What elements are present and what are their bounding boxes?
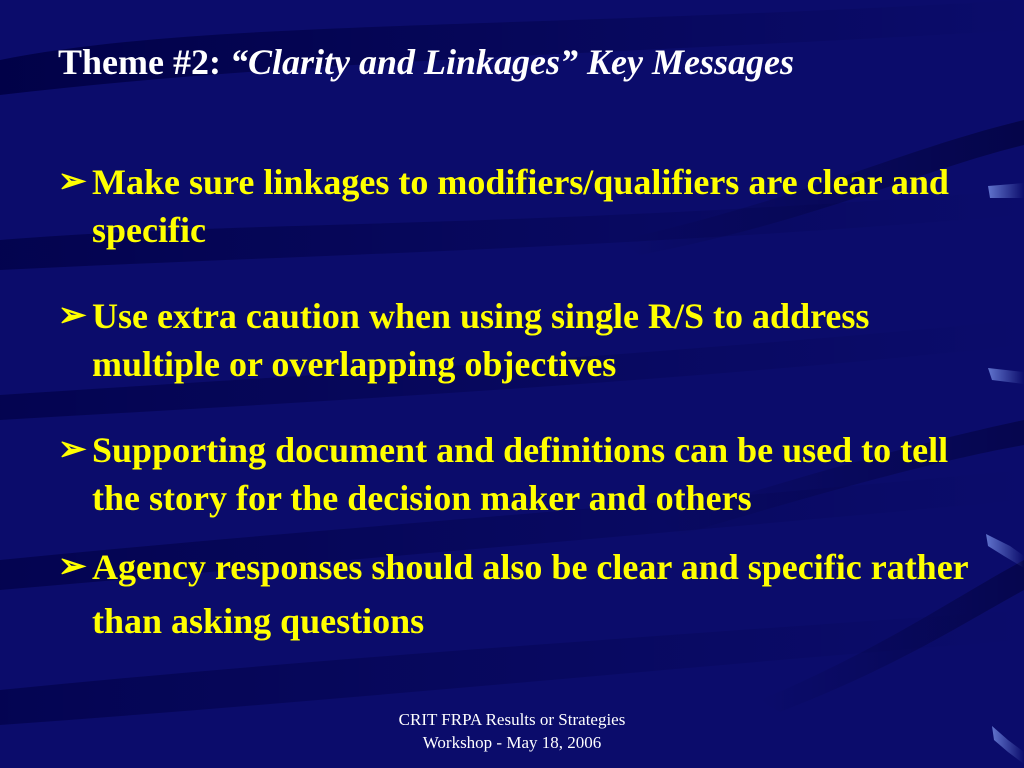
arrow-bullet-icon: ➢ — [58, 163, 87, 200]
bullet-item — [58, 292, 968, 388]
bullet-item — [58, 426, 968, 522]
bullet-text: Make sure linkages to modifiers/qualifiers are clear and specific — [92, 162, 949, 250]
bullet-text: Use extra caution when using single R/S to address multiple or overlapping objectives — [92, 296, 870, 384]
bullet-text: Supporting document and definitions can be used to tell the story for the decision maker and others — [92, 430, 949, 518]
arrow-bullet-icon: ➢ — [58, 431, 87, 468]
footer-line-1: CRIT FRPA Results or Strategies — [398, 710, 626, 729]
bullet-list — [58, 158, 968, 648]
title-prefix: Theme #2: — [58, 42, 230, 82]
title-italic-part: “Clarity and Linkages” Key Messages — [229, 42, 794, 82]
bullet-item — [58, 540, 968, 648]
bullet-text: Agency responses should also be clear and specific rather than asking questions — [92, 547, 969, 641]
slide-title — [58, 38, 872, 86]
arrow-bullet-icon: ➢ — [58, 548, 87, 585]
arrow-bullet-icon: ➢ — [58, 297, 87, 334]
bullet-item — [58, 158, 968, 254]
slide-footer — [312, 708, 712, 754]
footer-line-2: Workshop - May 18, 2006 — [422, 733, 602, 752]
